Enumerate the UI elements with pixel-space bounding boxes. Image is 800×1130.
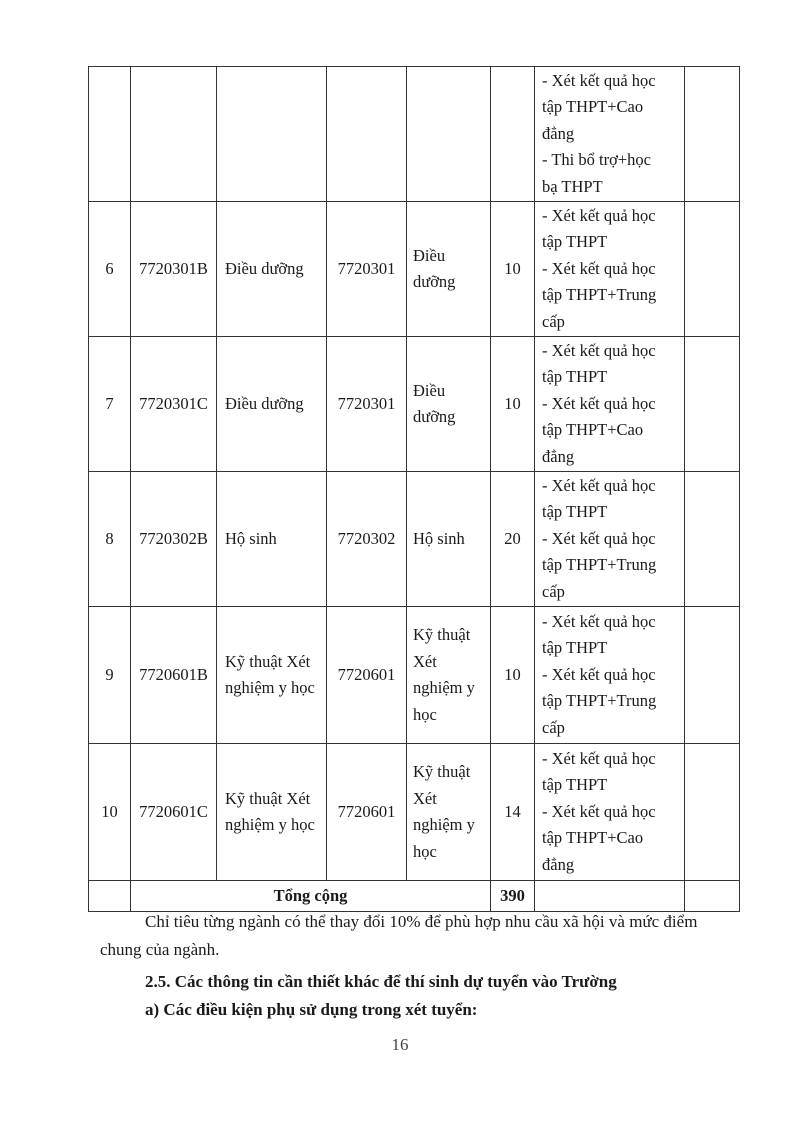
total-row — [89, 881, 740, 912]
method-line: tập THPT+Cao — [542, 828, 644, 848]
method-line: - Xét kết quả học — [542, 258, 656, 278]
method-line: - Xét kết quả học — [542, 611, 656, 631]
major-code: 7720601 — [327, 607, 407, 744]
method-line: tập THPT — [542, 367, 608, 387]
program-code: 7720302B — [131, 472, 217, 607]
method-line: tập THPT+Cao — [542, 97, 644, 117]
note-cell — [685, 607, 740, 744]
program-name: Điều dưỡng — [217, 337, 327, 472]
method-line: đẳng — [542, 446, 575, 466]
method-line: - Thi bổ trợ+học — [542, 150, 651, 170]
quota-note: Chỉ tiêu từng ngành có thể thay đổi 10% để phù hợp nhu cầu xã hội và mức điểm chung của ngành. — [100, 912, 698, 959]
quota: 10 — [491, 337, 535, 472]
method-line: - Xét kết quả học — [542, 475, 656, 495]
method-line: tập THPT+Cao — [542, 420, 644, 440]
method-line: cấp — [542, 581, 565, 601]
quota: 10 — [491, 607, 535, 744]
major-code: 7720301 — [327, 202, 407, 337]
method-line: tập THPT — [542, 638, 608, 658]
quota: 20 — [491, 472, 535, 607]
admission-methods — [535, 202, 685, 337]
note-cell — [685, 472, 740, 607]
note-cell — [685, 744, 740, 881]
table-row — [89, 67, 740, 202]
quota: 10 — [491, 202, 535, 337]
total-empty-cell — [685, 881, 740, 912]
major-name: Điều dưỡng — [407, 202, 491, 337]
row-number: 10 — [89, 744, 131, 881]
admission-methods — [535, 744, 685, 881]
admission-methods — [535, 472, 685, 607]
section-heading: 2.5. Các thông tin cần thiết khác để thí sinh dự tuyển vào Trường — [145, 972, 617, 991]
method-line: - Xét kết quả học — [542, 393, 656, 413]
total-empty-cell — [535, 881, 685, 912]
row-number: 6 — [89, 202, 131, 337]
admission-methods — [535, 67, 685, 202]
table-row — [89, 472, 740, 607]
method-line: tập THPT+Trung — [542, 691, 657, 711]
major-code: 7720302 — [327, 472, 407, 607]
quota: 14 — [491, 744, 535, 881]
method-line: - Xét kết quả học — [542, 205, 656, 225]
method-line: - Xét kết quả học — [542, 801, 656, 821]
table-row — [89, 744, 740, 881]
major-code: 7720601 — [327, 744, 407, 881]
table-row — [89, 607, 740, 744]
program-name: Hộ sinh — [217, 472, 327, 607]
method-line: - Xét kết quả học — [542, 340, 656, 360]
note-cell — [685, 337, 740, 472]
table-row — [89, 337, 740, 472]
program-code: 7720601C — [131, 744, 217, 881]
program-name: Kỹ thuật Xét nghiệm y học — [217, 744, 327, 881]
method-line: tập THPT+Trung — [542, 285, 657, 305]
note-cell — [685, 67, 740, 202]
major-name: Kỹ thuật Xét nghiệm y học — [407, 744, 491, 881]
subsection-heading: a) Các điều kiện phụ sử dụng trong xét tuyển: — [145, 1000, 478, 1019]
method-line: bạ THPT — [542, 176, 603, 196]
page-number: 16 — [391, 1035, 409, 1054]
admission-methods — [535, 337, 685, 472]
method-line: - Xét kết quả học — [542, 664, 656, 684]
program-code — [131, 67, 217, 202]
major-name — [407, 67, 491, 202]
method-line: đẳng — [542, 854, 575, 874]
row-number — [89, 67, 131, 202]
method-line: cấp — [542, 717, 565, 737]
major-code — [327, 67, 407, 202]
admission-methods — [535, 607, 685, 744]
method-line: - Xét kết quả học — [542, 528, 656, 548]
quota — [491, 67, 535, 202]
program-code: 7720301B — [131, 202, 217, 337]
program-code: 7720301C — [131, 337, 217, 472]
note-cell — [685, 202, 740, 337]
method-line: - Xét kết quả học — [542, 748, 656, 768]
method-line: - Xét kết quả học — [542, 70, 656, 90]
program-name — [217, 67, 327, 202]
major-name: Điều dưỡng — [407, 337, 491, 472]
program-name: Kỹ thuật Xét nghiệm y học — [217, 607, 327, 744]
major-code: 7720301 — [327, 337, 407, 472]
total-value: 390 — [491, 881, 535, 912]
program-code: 7720601B — [131, 607, 217, 744]
row-number: 7 — [89, 337, 131, 472]
method-line: tập THPT — [542, 502, 608, 522]
method-line: đẳng — [542, 123, 575, 143]
method-line: tập THPT — [542, 232, 608, 252]
total-empty-cell — [89, 881, 131, 912]
program-name: Điều dưỡng — [217, 202, 327, 337]
major-name: Kỹ thuật Xét nghiệm y học — [407, 607, 491, 744]
method-line: cấp — [542, 311, 565, 331]
total-label: Tổng cộng — [131, 881, 491, 912]
row-number: 9 — [89, 607, 131, 744]
admission-quota-table — [88, 66, 740, 912]
major-name: Hộ sinh — [407, 472, 491, 607]
table-row — [89, 202, 740, 337]
method-line: tập THPT+Trung — [542, 555, 657, 575]
method-line: tập THPT — [542, 775, 608, 795]
row-number: 8 — [89, 472, 131, 607]
